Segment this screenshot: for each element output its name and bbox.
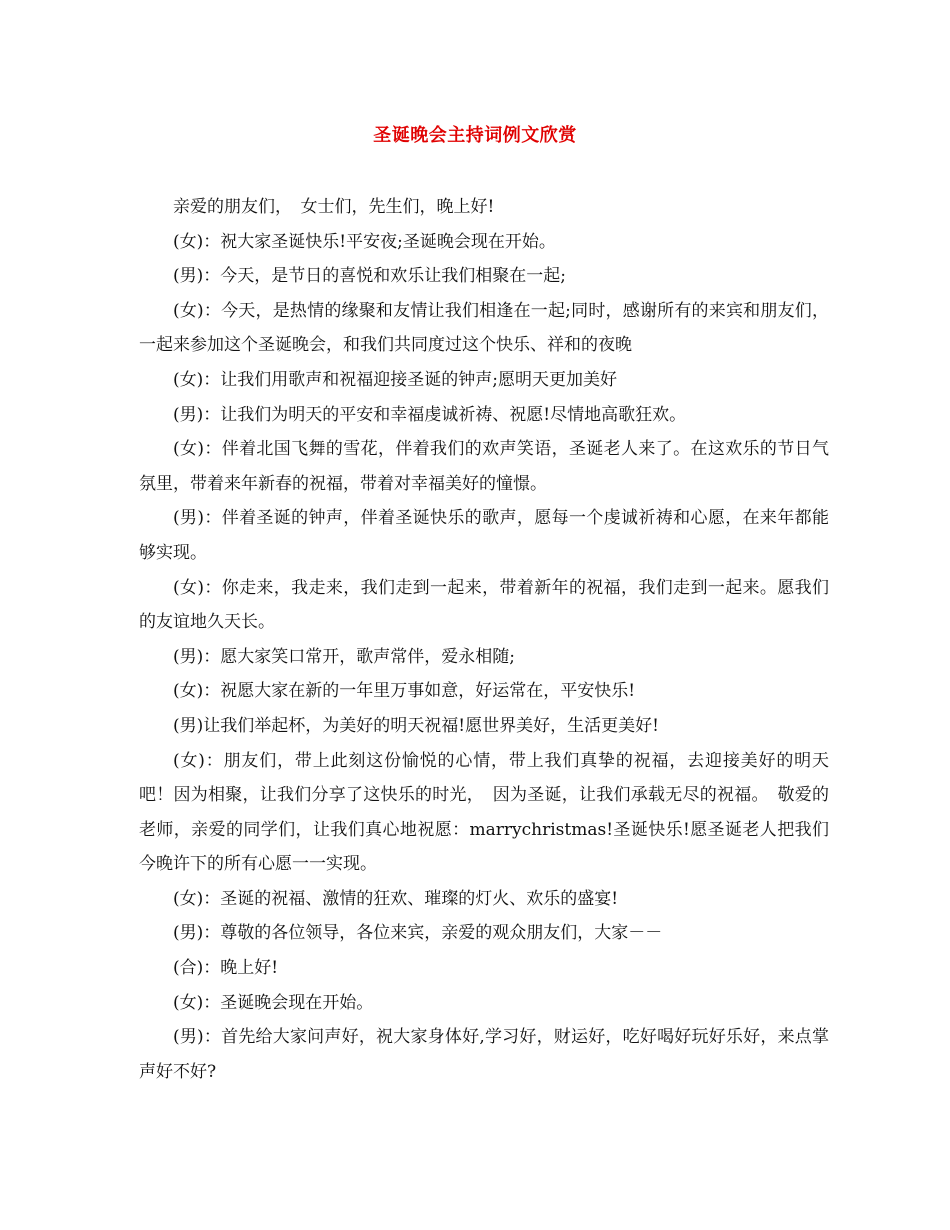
- paragraph: (女)：伴着北国飞舞的雪花，伴着我们的欢声笑语，圣诞老人来了。在这欢乐的节日气氛里，带着来年新春的祝福，带着对幸福美好的憧憬。: [139, 439, 829, 494]
- paragraph: (女)：让我们用歌声和祝福迎接圣诞的钟声;愿明天更加美好: [173, 369, 617, 390]
- paragraph: (女)：今天，是热情的缘聚和友情让我们相逢在一起;同时，感谢所有的来宾和朋友们，一起来参加这个圣诞晚会，和我们共同度过这个快乐、祥和的夜晚: [139, 300, 829, 356]
- paragraph: (男)：伴着圣诞的钟声，伴着圣诞快乐的歌声，愿每一个虔诚祈祷和心愿，在来年都能够实现。: [139, 508, 829, 563]
- paragraph: (女)：祝愿大家在新的一年里万事如意，好运常在，平安快乐!: [173, 681, 636, 702]
- paragraph: (合)：晚上好!: [173, 958, 279, 979]
- paragraph: (男)：尊敬的各位领导，各位来宾，亲爱的观众朋友们，大家－－: [173, 923, 663, 944]
- paragraph: (男)：今天，是节日的喜悦和欢乐让我们相聚在一起;: [173, 266, 566, 287]
- paragraph: (女)：祝大家圣诞快乐!平安夜;圣诞晚会现在开始。: [173, 231, 556, 252]
- paragraph: 亲爱的朋友们， 女士们，先生们，晚上好!: [173, 197, 495, 217]
- paragraph: (男)让我们举起杯，为美好的明天祝福!愿世界美好，生活更美好!: [173, 715, 659, 736]
- paragraph: (男)：首先给大家问声好，祝大家身体好,学习好，财运好，吃好喝好玩好乐好，来点掌声好不好?: [139, 1027, 829, 1082]
- document-title: 圣诞晚会主持词例文欣赏: [373, 125, 577, 146]
- paragraph: (女)：朋友们，带上此刻这份愉悦的心情，带上我们真挚的祝福，去迎接美好的明天吧！因为相聚，让我们分享了这快乐的时光， 因为圣诞，让我们承载无尽的祝福。 敬爱的老师，亲爱的同学们，让我们真心地祝愿：marrychristmas!圣诞快乐!愿圣诞老人把我们今晚许下的所有心愿一一实现。: [139, 750, 829, 875]
- document-body: [139, 190, 829, 1089]
- paragraph: (男)：让我们为明天的平安和幸福虔诚祈祷、祝愿!尽情地高歌狂欢。: [173, 404, 687, 425]
- paragraph: (女)：圣诞的祝福、激情的狂欢、璀璨的灯火、欢乐的盛宴!: [173, 888, 619, 909]
- paragraph: (女)：你走来，我走来，我们走到一起来，带着新年的祝福，我们走到一起来。愿我们的友谊地久天长。: [139, 577, 829, 633]
- paragraph: (男)：愿大家笑口常开，歌声常伴，爱永相随;: [173, 646, 515, 667]
- paragraph: (女)：圣诞晚会现在开始。: [173, 992, 374, 1013]
